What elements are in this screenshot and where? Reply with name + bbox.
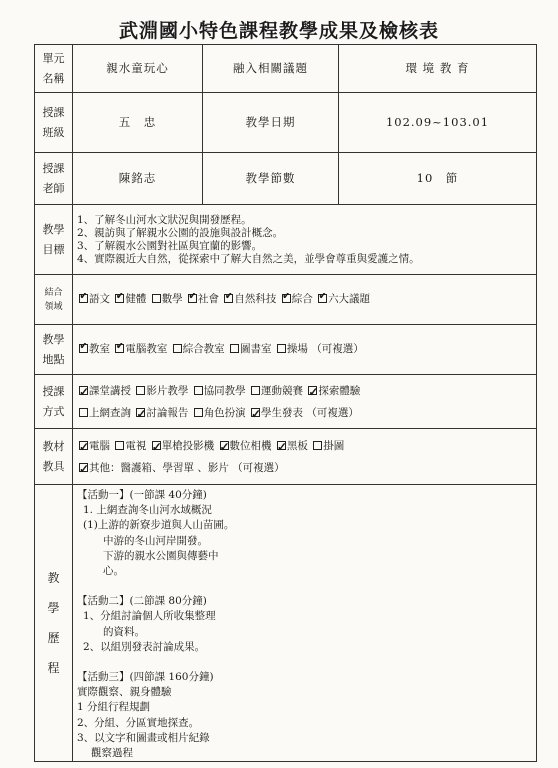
label-unit	[35, 45, 73, 93]
checkbox-option[interactable]	[134, 385, 188, 397]
label-location	[35, 325, 73, 375]
activity-line: 心。	[103, 565, 124, 578]
checkbox-option[interactable]	[77, 462, 229, 474]
row-unit	[35, 45, 537, 93]
checked-box-icon[interactable]	[79, 463, 88, 472]
checked-box-icon[interactable]	[277, 441, 286, 450]
label-materials	[35, 429, 73, 485]
checkbox-option[interactable]	[150, 293, 183, 305]
label-class	[35, 93, 73, 153]
process-content	[73, 485, 537, 762]
unit-name: 親水童玩心	[73, 45, 203, 93]
label-line: 教材	[42, 439, 65, 453]
label-line: 目標	[42, 242, 65, 256]
empty-box-icon[interactable]	[152, 294, 161, 303]
label-goals	[35, 205, 73, 275]
option-label: 六大議題	[328, 293, 371, 305]
option-label: 圖書室	[240, 343, 272, 355]
label-line: 教學	[42, 222, 65, 236]
periods-label: 教學節數	[203, 153, 339, 205]
topic-label: 融入相關議題	[203, 45, 339, 93]
checkbox-option[interactable]	[218, 440, 272, 452]
checkbox-option[interactable]	[280, 293, 313, 305]
materials-option-line	[77, 457, 532, 479]
checked-box-icon[interactable]	[79, 386, 88, 395]
activity-heading: 【活動二】(二節課 80分鐘)	[77, 595, 207, 608]
option-label: 討論報告	[146, 406, 189, 419]
goals-list	[73, 205, 537, 275]
label-line: 教具	[42, 459, 65, 473]
option-label: 協同教學	[203, 384, 246, 397]
checkbox-option[interactable]	[113, 293, 146, 305]
checkbox-option[interactable]	[249, 407, 303, 419]
option-label: 健體	[125, 293, 147, 305]
checked-box-icon[interactable]	[115, 344, 124, 353]
location-options	[73, 325, 537, 375]
label-process	[35, 485, 73, 762]
checkbox-option[interactable]	[249, 385, 303, 397]
checkbox-option[interactable]	[306, 385, 360, 397]
activity-heading: 【活動一】(一節課 40分鐘)	[77, 489, 207, 501]
goal-item: 3、了解親水公園對社區與宜蘭的影響。	[77, 239, 263, 252]
label-line: 單元	[42, 51, 65, 65]
label-char: 歷	[47, 631, 60, 646]
checkbox-option[interactable]	[150, 440, 215, 452]
activity-line: 的資料。	[103, 625, 145, 638]
multi-select-note: （可複選）	[228, 461, 285, 474]
row-goals	[35, 205, 537, 275]
option-label: 掛圖	[323, 439, 345, 452]
activity-line: 中游的冬山河岸開發。	[103, 534, 208, 547]
method-option-line	[77, 402, 532, 424]
goal-item: 1、了解冬山河水文狀況與開發歷程。	[77, 213, 252, 226]
option-label: 單槍投影機	[161, 439, 215, 452]
checked-box-icon[interactable]	[318, 294, 327, 303]
row-teacher	[35, 153, 537, 205]
empty-box-icon[interactable]	[115, 441, 124, 450]
activity-line: 實際觀察、親身體驗	[77, 686, 172, 699]
checkbox-option[interactable]	[316, 293, 370, 305]
label-line: 授課	[42, 384, 65, 398]
empty-box-icon[interactable]	[277, 344, 286, 353]
integrate-option-line	[77, 293, 532, 306]
activity-line: 3、以文字和圖畫或相片紀錄	[77, 731, 210, 744]
option-label: 語文	[89, 293, 110, 305]
option-label: 綜合	[291, 293, 313, 305]
checked-box-icon[interactable]	[308, 386, 317, 395]
checked-box-icon[interactable]	[79, 344, 88, 353]
empty-box-icon[interactable]	[79, 408, 88, 417]
empty-box-icon[interactable]	[136, 386, 145, 395]
activity-line: 1. 上網查詢冬山河水域概況	[83, 504, 212, 517]
location-option-line	[77, 343, 532, 356]
label-teacher	[35, 153, 73, 205]
empty-box-icon[interactable]	[173, 344, 182, 353]
option-label: 數位相機	[229, 439, 272, 452]
class-value: 五 忠	[73, 93, 203, 153]
checkbox-option[interactable]	[275, 440, 308, 452]
row-materials	[35, 429, 537, 485]
checkbox-option[interactable]	[113, 440, 146, 452]
empty-box-icon[interactable]	[194, 386, 203, 395]
checked-box-icon[interactable]	[224, 294, 233, 303]
goal-item: 2、親訪與了解親水公園的設施與設計概念。	[77, 226, 284, 239]
checkbox-option[interactable]	[192, 407, 246, 419]
option-label: 其他：醫護箱、學習單 、影片	[89, 461, 229, 474]
option-label: 操場	[286, 343, 308, 355]
empty-box-icon[interactable]	[194, 408, 203, 417]
label-method	[35, 375, 73, 429]
option-label: 探索體驗	[318, 384, 361, 397]
activity-line: 1 分組行程規劃	[77, 701, 151, 714]
checked-box-icon[interactable]	[251, 408, 260, 417]
topic-value: 環 境 教 育	[339, 45, 537, 93]
label-line: 教學	[42, 332, 65, 346]
option-label: 電視	[125, 439, 147, 452]
checkbox-option[interactable]	[228, 343, 272, 355]
label-line: 地點	[42, 352, 65, 366]
option-label: 電腦	[89, 439, 110, 452]
method-option-line	[77, 380, 532, 402]
integrate-options	[73, 275, 537, 325]
empty-box-icon[interactable]	[251, 386, 260, 395]
activity-line: 1、分組討論個人所收集整理	[83, 610, 216, 623]
activity-line: 下游的親水公園與傳藝中	[103, 549, 219, 562]
checkbox-option[interactable]	[77, 385, 131, 397]
checkbox-option[interactable]	[275, 343, 308, 355]
periods-value: 10 節	[339, 153, 537, 205]
checked-box-icon[interactable]	[136, 408, 145, 417]
materials-option-line	[77, 435, 532, 457]
option-label: 電腦教室	[125, 343, 168, 355]
date-label: 教學日期	[203, 93, 339, 153]
multi-select-note: （可複選）	[307, 343, 364, 355]
checkbox-option[interactable]	[77, 343, 110, 355]
checkbox-option[interactable]	[77, 440, 110, 452]
option-label: 角色扮演	[203, 406, 246, 419]
option-label: 課堂講授	[89, 384, 131, 397]
checked-box-icon[interactable]	[152, 441, 161, 450]
checked-box-icon[interactable]	[79, 441, 88, 450]
option-label: 上網查詢	[89, 406, 131, 419]
checkbox-option[interactable]	[77, 407, 131, 419]
option-label: 運動競賽	[261, 384, 304, 397]
option-label: 綜合教室	[182, 343, 225, 355]
label-char: 程	[47, 661, 60, 676]
goal-item: 4、實際親近大自然，從探索中了解大自然之美，並學會尊重與愛護之情。	[77, 252, 420, 265]
row-class	[35, 93, 537, 153]
row-method	[35, 375, 537, 429]
activity-line: 觀察過程	[91, 747, 133, 760]
label-line: 結合	[44, 287, 63, 298]
checked-box-icon[interactable]	[188, 294, 197, 303]
checked-box-icon[interactable]	[115, 294, 124, 303]
option-label: 數學	[161, 293, 183, 305]
checked-box-icon[interactable]	[220, 441, 229, 450]
method-options	[73, 375, 537, 429]
option-label: 教室	[89, 343, 110, 355]
label-line: 授課	[42, 105, 65, 119]
checkbox-option[interactable]	[222, 293, 276, 305]
activity-heading: 【活動三】(四節課 160分鐘)	[77, 671, 214, 684]
checkbox-option[interactable]	[77, 293, 110, 305]
label-char: 學	[47, 601, 60, 616]
label-line: 授課	[42, 161, 65, 175]
option-label: 影片教學	[146, 384, 189, 397]
option-label: 社會	[198, 293, 220, 305]
label-line: 老師	[42, 181, 65, 195]
checked-box-icon[interactable]	[79, 294, 88, 303]
checklist-table	[34, 44, 537, 762]
checkbox-option[interactable]	[134, 407, 188, 419]
row-process	[35, 485, 537, 762]
option-label: 黑板	[286, 439, 308, 452]
label-integrate	[35, 275, 73, 325]
teacher-name: 陳銘志	[73, 153, 203, 205]
empty-box-icon[interactable]	[313, 441, 322, 450]
option-label: 學生發表	[261, 406, 304, 419]
label-line: 班級	[42, 125, 65, 139]
label-line: 名稱	[42, 71, 65, 85]
row-location	[35, 325, 537, 375]
activity-line: (1)上游的新寮步道與人山苗圃。	[83, 519, 235, 532]
checkbox-option[interactable]	[113, 343, 167, 355]
row-integrate	[35, 275, 537, 325]
checkbox-option[interactable]	[192, 385, 246, 397]
multi-select-note: （可複選）	[303, 406, 359, 419]
checkbox-option[interactable]	[171, 343, 225, 355]
page-title: 武淵國小特色課程教學成果及檢核表	[118, 20, 439, 42]
label-char: 教	[47, 571, 60, 586]
label-line: 領域	[44, 301, 63, 312]
checked-box-icon[interactable]	[282, 294, 291, 303]
materials-options	[73, 429, 537, 485]
option-label: 自然科技	[234, 293, 277, 305]
activity-line: 2、分組、分區實地探查。	[77, 716, 200, 729]
label-line: 方式	[42, 404, 65, 418]
checkbox-option[interactable]	[186, 293, 219, 305]
checkbox-option[interactable]	[311, 440, 344, 452]
empty-box-icon[interactable]	[230, 344, 239, 353]
activity-line: 2、以組別發表討論成果。	[83, 640, 206, 653]
date-value: 102.09~103.01	[339, 93, 537, 153]
